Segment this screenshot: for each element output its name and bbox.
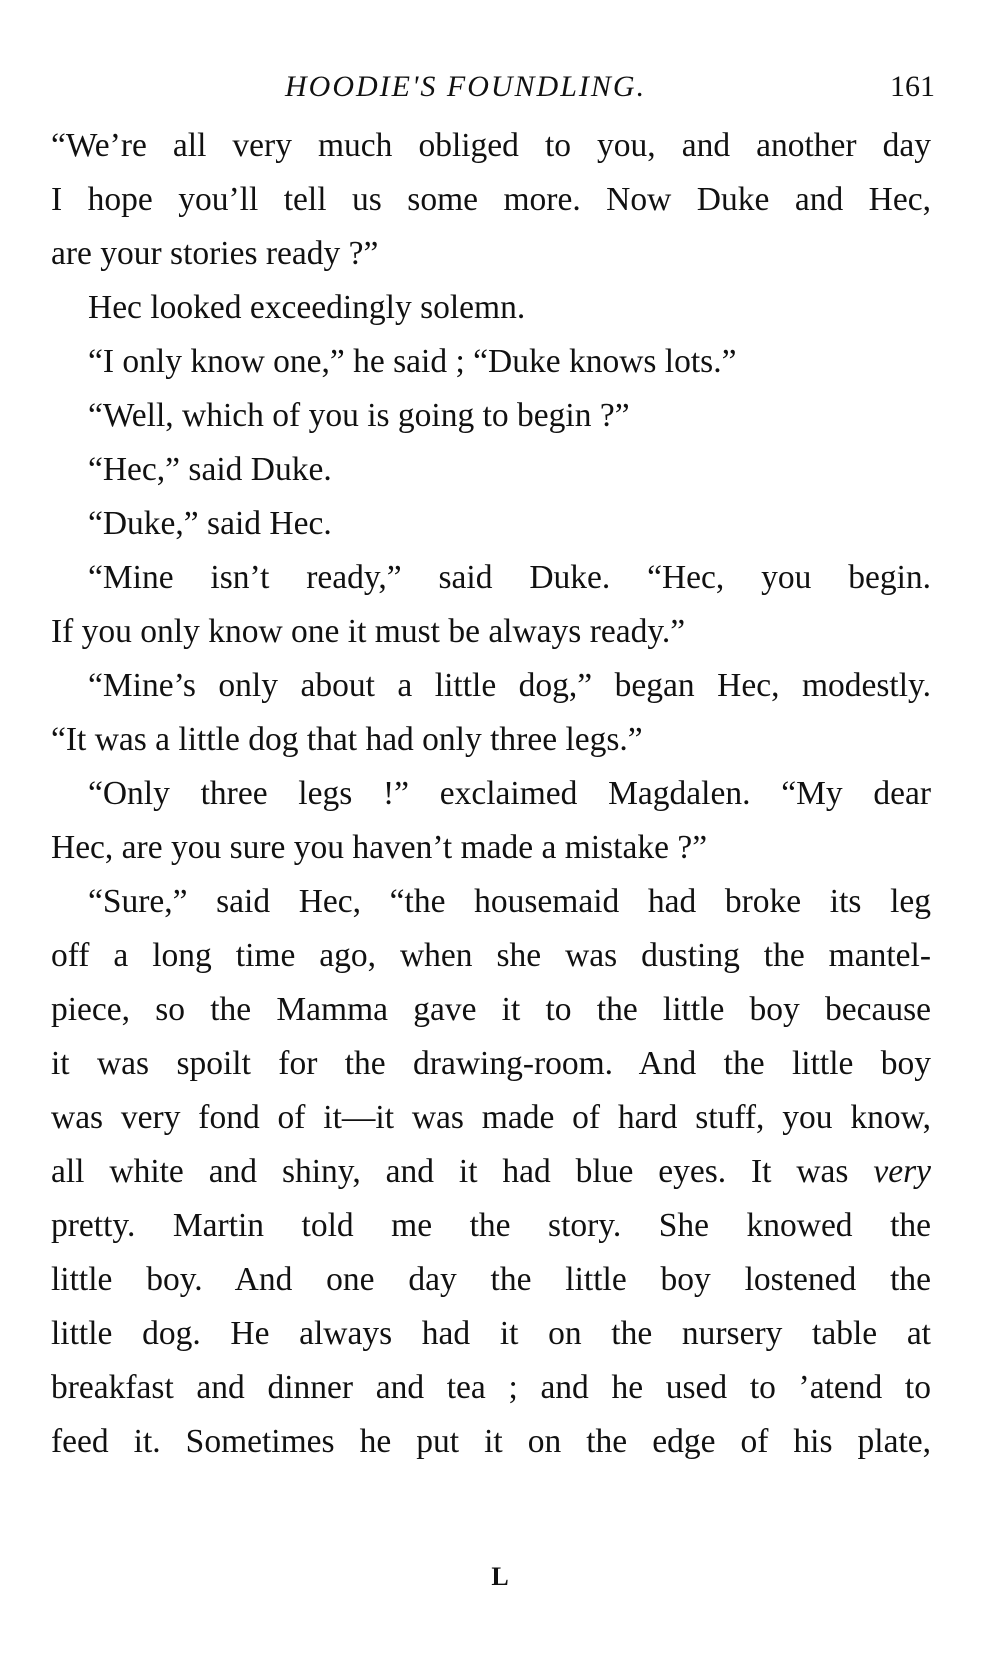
text-line-9: “Mine isn’t ready,” said Duke. “Hec, you begin.	[88, 559, 931, 596]
text-line-1: “We’re all very much obliged to you, and another day	[51, 127, 931, 164]
text-line-13: “Only three legs !” exclaimed Magdalen. “My dear	[88, 775, 931, 812]
text-line-4: Hec looked exceedingly solemn.	[88, 289, 526, 326]
text-line-23: little dog. He always had it on the nursery table at	[51, 1315, 931, 1352]
text-line-25: feed it. Sometimes he put it on the edge of his plate,	[51, 1423, 931, 1460]
text-line-20-italic: very	[873, 1153, 931, 1190]
text-line-2: I hope you’ll tell us some more. Now Duke and Hec,	[51, 181, 931, 218]
text-line-8: “Duke,” said Hec.	[88, 505, 332, 542]
text-line-21: pretty. Martin told me the story. She knowed the	[51, 1207, 931, 1244]
text-line-6: “Well, which of you is going to begin ?”	[88, 397, 630, 434]
page-number: 161	[890, 70, 935, 103]
text-line-11: “Mine’s only about a little dog,” began Hec, modestly.	[88, 667, 931, 704]
text-line-19: was very fond of it—it was made of hard stuff, you know,	[51, 1099, 931, 1136]
text-line-14: Hec, are you sure you haven’t made a mistake ?”	[51, 829, 708, 866]
text-line-15: “Sure,” said Hec, “the housemaid had broke its leg	[88, 883, 931, 920]
signature-mark: L	[491, 1562, 509, 1591]
text-line-18: it was spoilt for the drawing-room. And the little boy	[51, 1045, 931, 1082]
text-line-5: “I only know one,” he said ; “Duke knows lots.”	[88, 343, 737, 380]
text-line-17: piece, so the Mamma gave it to the little boy because	[51, 991, 931, 1028]
text-line-12: “It was a little dog that had only three legs.”	[51, 721, 643, 758]
running-head	[0, 70, 1000, 110]
text-line-10: If you only know one it must be always ready.”	[51, 613, 686, 650]
running-title: HOODIE'S FOUNDLING.	[285, 70, 647, 103]
text-line-20-roman: all white and shiny, and it had blue eyes. It was	[51, 1153, 874, 1190]
text-line-7: “Hec,” said Duke.	[88, 451, 332, 488]
text-line-3: are your stories ready ?”	[51, 235, 379, 272]
text-line-20	[51, 1150, 931, 1194]
text-line-24: breakfast and dinner and tea ; and he used to ’atend to	[51, 1369, 931, 1406]
text-line-22: little boy. And one day the little boy lostened the	[51, 1261, 931, 1298]
text-line-16: off a long time ago, when she was dusting the mantel-	[51, 937, 931, 974]
